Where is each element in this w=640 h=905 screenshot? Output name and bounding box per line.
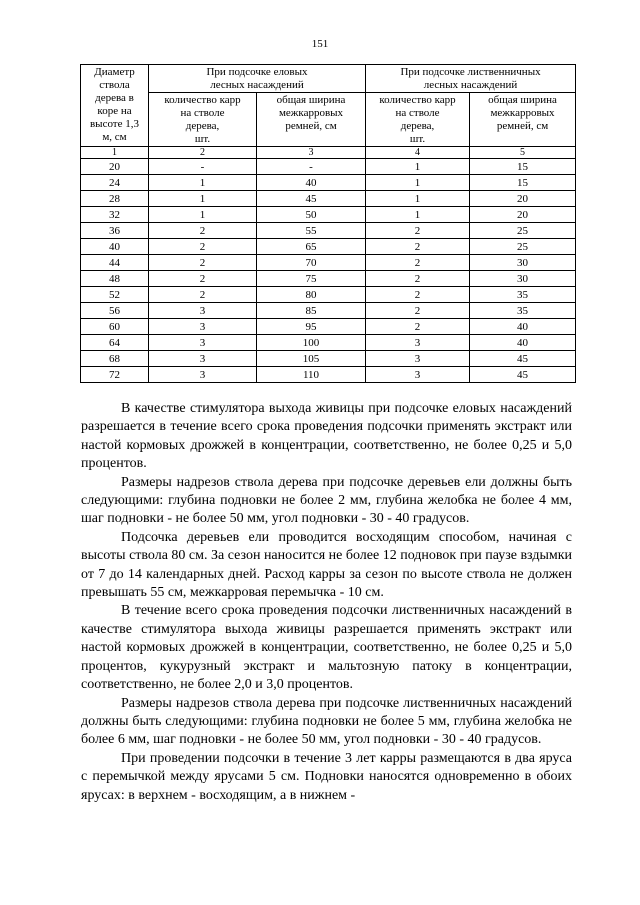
table-cell: 25	[470, 223, 576, 239]
table-cell: 56	[81, 303, 149, 319]
table-cell: 3	[366, 335, 470, 351]
table-cell: 15	[470, 159, 576, 175]
table-cell: 95	[257, 319, 366, 335]
column-number: 2	[149, 147, 257, 159]
column-number: 1	[81, 147, 149, 159]
table-cell: 32	[81, 207, 149, 223]
table-row	[81, 159, 576, 175]
table-cell: 20	[470, 207, 576, 223]
table-cell: 3	[149, 319, 257, 335]
table-cell: 60	[81, 319, 149, 335]
table-cell: 3	[366, 351, 470, 367]
table-cell: 2	[366, 239, 470, 255]
table-row	[81, 351, 576, 367]
table-cell: 100	[257, 335, 366, 351]
table-row	[81, 335, 576, 351]
table-row	[81, 255, 576, 271]
table-cell: 2	[366, 303, 470, 319]
table-cell: 72	[81, 367, 149, 383]
table-cell: 40	[81, 239, 149, 255]
table-cell: -	[257, 159, 366, 175]
header-diameter: Диаметр ствола дерева в коре на высоте 1,3 м, см	[81, 65, 149, 147]
table-cell: 30	[470, 271, 576, 287]
table-row	[81, 175, 576, 191]
table-cell: 68	[81, 351, 149, 367]
header-larch-count: количество карр на стволе дерева, шт.	[366, 93, 470, 147]
paragraph-spruce-cut-sizes: Размеры надрезов ствола дерева при подсочке деревьев ели должны быть следующими: глубина подновки не более 2 мм, глубина желобка не более 4 мм, шаг подновки - не более 50 мм, угол подновки - 30 - 40 градусов.	[81, 474, 572, 527]
table-row	[81, 239, 576, 255]
table-cell: 2	[149, 287, 257, 303]
header-spruce-group: При подсочке еловых лесных насаждений	[149, 65, 366, 93]
table-row	[81, 191, 576, 207]
table-cell: 2	[149, 239, 257, 255]
table-cell: 40	[257, 175, 366, 191]
table-cell: 2	[366, 255, 470, 271]
column-number: 3	[257, 147, 366, 159]
table-row	[81, 207, 576, 223]
table-cell: 15	[470, 175, 576, 191]
table-cell: 3	[149, 351, 257, 367]
table-cell: 2	[366, 287, 470, 303]
table-cell: 1	[366, 175, 470, 191]
table-cell: 45	[470, 351, 576, 367]
paragraph-larch-cut-sizes: Размеры надрезов ствола дерева при подсочке лиственничных насаждений должны быть следующими: глубина подновки не более 5 мм, глубина желобка не более 6 мм, шаг подновки - не более 50 мм, угол подновки - 30 - 40 градусов.	[81, 695, 572, 748]
table-cell: 3	[149, 367, 257, 383]
table-cell: 40	[470, 335, 576, 351]
table-cell: 3	[149, 303, 257, 319]
table-cell: 36	[81, 223, 149, 239]
header-larch-group: При подсочке лиственничных лесных насаждений	[366, 65, 576, 93]
table-cell: 2	[149, 271, 257, 287]
table-cell: 45	[470, 367, 576, 383]
tapping-parameters-table	[80, 64, 576, 383]
table-cell: 52	[81, 287, 149, 303]
header-larch-width: общая ширина межкарровых ремней, см	[470, 93, 576, 147]
table-cell: 2	[366, 223, 470, 239]
table-cell: 1	[366, 191, 470, 207]
table-cell: 110	[257, 367, 366, 383]
body-text	[81, 400, 572, 805]
table-cell: 30	[470, 255, 576, 271]
column-number: 4	[366, 147, 470, 159]
table-cell: 35	[470, 287, 576, 303]
table-cell: 2	[366, 319, 470, 335]
table-body	[81, 147, 576, 383]
table-cell: 1	[149, 191, 257, 207]
table-cell: 3	[366, 367, 470, 383]
table-cell: 1	[366, 207, 470, 223]
table-cell: 2	[149, 255, 257, 271]
table-row	[81, 319, 576, 335]
table-cell: 28	[81, 191, 149, 207]
paragraph-spruce-stimulator: В качестве стимулятора выхода живицы при подсочке еловых насаждений разрешается в течение всего срока проведения подсочки применять экстракт или настой кормовых дрожжей в концентрации, соответственно, не более 0,25 и 5,0 процентов.	[81, 401, 572, 472]
table-cell: 44	[81, 255, 149, 271]
table-cell: 2	[149, 223, 257, 239]
column-number: 5	[470, 147, 576, 159]
table-cell: 1	[149, 207, 257, 223]
table-cell: 20	[470, 191, 576, 207]
table-cell: 45	[257, 191, 366, 207]
table-row	[81, 287, 576, 303]
paragraph-three-year-tiers: При проведении подсочки в течение 3 лет карры размещаются в два яруса с перемычкой между ярусами 5 см. Подновки наносятся одновременно в обоих ярусах: в верхнем - восходящим, а в нижнем -	[81, 750, 572, 803]
table-cell: 24	[81, 175, 149, 191]
table-row	[81, 271, 576, 287]
column-number-row	[81, 147, 576, 159]
table-cell: 55	[257, 223, 366, 239]
table-cell: 3	[149, 335, 257, 351]
table-cell: 85	[257, 303, 366, 319]
table-cell: 105	[257, 351, 366, 367]
table-cell: -	[149, 159, 257, 175]
header-spruce-width: общая ширина межкарровых ремней, см	[257, 93, 366, 147]
table-cell: 70	[257, 255, 366, 271]
table-row	[81, 223, 576, 239]
paragraph-larch-stimulator: В течение всего срока проведения подсочки лиственничных насаждений в качестве стимулятора выхода живицы разрешается применять экстракт или настой кормовых дрожжей в концентрации, соответственно, не более 0,25 и 5,0 процентов, кукурузный экстракт и мальтозную патоку в концентрации, соответственно, не более 2,0 и 3,0 процентов.	[81, 603, 572, 693]
table-cell: 2	[366, 271, 470, 287]
table-cell: 80	[257, 287, 366, 303]
table-cell: 75	[257, 271, 366, 287]
table-cell: 1	[149, 175, 257, 191]
table-cell: 64	[81, 335, 149, 351]
table-row	[81, 303, 576, 319]
table-cell: 50	[257, 207, 366, 223]
page-number: 151	[311, 38, 329, 50]
table-cell: 65	[257, 239, 366, 255]
table-cell: 48	[81, 271, 149, 287]
paragraph-spruce-method: Подсочка деревьев ели проводится восходящим способом, начиная с высоты ствола 80 см. За сезон наносится не более 12 подновок при паузе вздымки от 7 до 14 календарных дней. Расход карры за сезон по высоте ствола не должен превышать 55 см, межкарровая перемычка - 10 см.	[81, 529, 573, 601]
table-cell: 35	[470, 303, 576, 319]
table-cell: 25	[470, 239, 576, 255]
table-row	[81, 367, 576, 383]
table-cell: 1	[366, 159, 470, 175]
table-cell: 40	[470, 319, 576, 335]
table-cell: 20	[81, 159, 149, 175]
header-spruce-count: количество карр на стволе дерева, шт.	[149, 93, 257, 147]
